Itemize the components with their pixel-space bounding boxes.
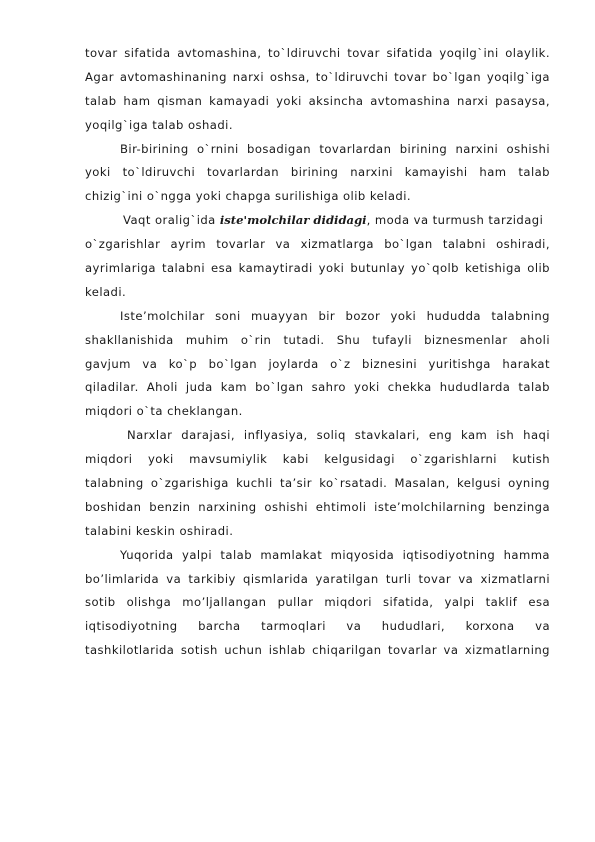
text-line: Yuqorida yalpi talab mamlakat miqyosida iqtisodiyotning hamma xyxy=(120,547,550,562)
text-line: chizig`ini o`ngga yoki chapga surilishiga olib keladi. xyxy=(85,189,412,204)
text-line: bo’limlarida va tarkibiy qismlarida yaratilgan turli tovar va xizmatlarni xyxy=(85,571,550,586)
text-line: miqdori yoki mavsumiylik kabi kelgusidagi o`zgarishlarni kutish xyxy=(85,452,550,467)
text-line: miqdori o`ta cheklangan. xyxy=(85,404,243,419)
text-line: Iste’molchilar soni muayyan bir bozor yoki hududda talabning xyxy=(120,308,550,323)
text-line: ayrimlariga talabni esa kamaytiradi yoki butunlay yo`qolb ketishiga olib xyxy=(85,261,550,276)
text-line: sotib olishga mo’ljallangan pullar miqdori sifatida, yalpi taklif esa xyxy=(85,595,550,610)
text-line: qiladilar. Aholi juda kam bo`lgan sahro yoki chekka hududlarda talab xyxy=(85,380,550,395)
text-line: Narxlar darajasi, inflyasiya, soliq stavkalari, eng kam ish haqi xyxy=(127,428,550,443)
text-line: iqtisodiyotning barcha tarmoqlari va hududlari, korxona va xyxy=(85,619,550,634)
text-line xyxy=(85,209,550,233)
text-line: boshidan benzin narxining oshishi ehtimoli iste’molchilarning benzinga xyxy=(85,499,550,514)
text-line: Bir-birining o`rnini bosadigan tovarlardan birining narxini oshishi xyxy=(120,141,550,156)
text-line: shakllanishida muhim o`rin tutadi. Shu tufayli biznesmenlar aholi xyxy=(85,332,550,347)
text-line: yoki to`ldiruvchi tovarlardan birining narxini kamayishi ham talab xyxy=(85,165,550,180)
document-body xyxy=(85,42,550,663)
text-line: talab ham qisman kamayadi yoki aksincha avtomashina narxi pasaysa, xyxy=(85,93,550,108)
text-line: gavjum va ko`p bo`lgan joylarda o`z biznesini yuritishga harakat xyxy=(85,356,550,371)
text-line: tashkilotlarida sotish uchun ishlab chiqarilgan tovarlar va xizmatlarning xyxy=(85,643,550,658)
text-run: , moda va turmush tarzidagi xyxy=(366,213,544,228)
text-line: talabning o`zgarishiga kuchli ta’sir ko`rsatadi. Masalan, kelgusi oyning xyxy=(85,476,550,491)
text-line: yoqilg`iga talab oshadi. xyxy=(85,117,233,132)
text-line: talabini keskin oshiradi. xyxy=(85,523,234,538)
text-line: keladi. xyxy=(85,284,127,299)
text-line: o`zgarishlar ayrim tovarlar va xizmatlarga bo`lgan talabni oshiradi, xyxy=(85,237,550,252)
emphasized-term: iste'molchilar dididagi xyxy=(219,213,367,228)
text-line: Agar avtomashinaning narxi oshsa, to`ldiruvchi tovar bo`lgan yoqilg`iga xyxy=(85,69,550,84)
text-line: tovar sifatida avtomashina, to`ldiruvchi tovar sifatida yoqilg`ini olaylik. xyxy=(85,46,550,60)
text-run: Vaqt oralig`ida xyxy=(123,213,220,228)
document-page xyxy=(85,42,550,663)
